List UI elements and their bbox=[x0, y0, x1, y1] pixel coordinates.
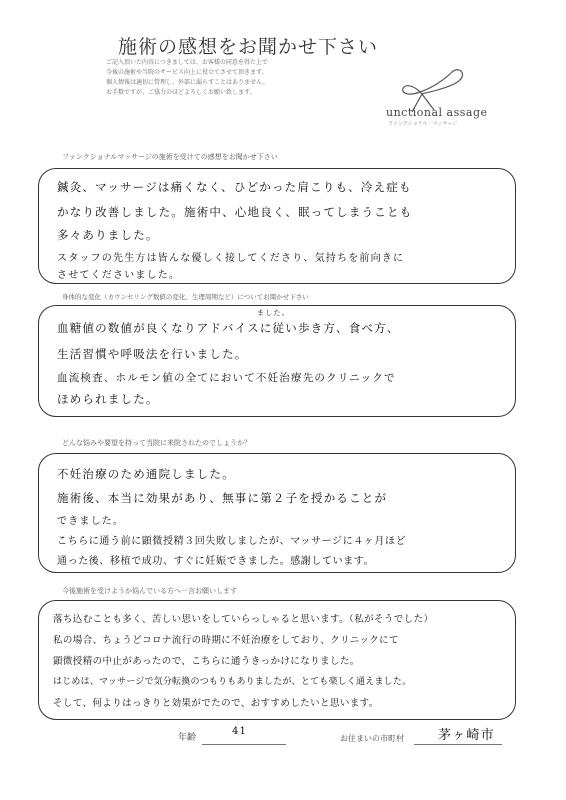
answer-line: こちらに通う前に顕微授精３回失敗しましたが、マッサージに４ヶ月ほど bbox=[57, 536, 407, 547]
intro-line: 個人情報は適切に管理し、外部に漏らすことはありません。 bbox=[106, 79, 269, 86]
answer-line: 多々ありました。 bbox=[57, 228, 159, 242]
address-underline bbox=[414, 744, 502, 745]
answer-line: させてくださいました。 bbox=[57, 270, 181, 281]
inserted-annotation: ました。 bbox=[257, 309, 290, 317]
answer-line: ほめられました。 bbox=[57, 392, 159, 406]
age-value: 41 bbox=[232, 726, 248, 737]
intro-line: お手数ですが、ご協力のほどよろしくお願い致します。 bbox=[106, 89, 256, 96]
intro-line: 今後の施術や当院のサービス向上に役立てさせて頂きます。 bbox=[106, 69, 268, 76]
question-label: ファンクショナルマッサージの施術を受けての感想をお聞かせ下さい bbox=[62, 153, 278, 161]
answer-line: はじめは、マッサージで気分転換のつもりもありましたが、とても楽しく通えました。 bbox=[53, 677, 412, 687]
intro-line: ご記入頂いた内容につきましては、お客様の同意を得た上で bbox=[106, 59, 268, 66]
answer-line: 顕微授精の中止があったので、こちらに通うきっかけになりました。 bbox=[53, 656, 360, 667]
answer-line: 通った後、移植で成功、すぐに妊娠できました。感謝しています。 bbox=[57, 556, 375, 567]
answer-box bbox=[38, 453, 516, 573]
answer-line: 落ち込むことも多く、苦しい思いをしていらっしゃると思います。（私がそうでした） bbox=[53, 614, 434, 625]
answer-line: 不妊治療のため通院しました。 bbox=[57, 467, 235, 481]
age-underline bbox=[202, 744, 286, 745]
question-label: 身体的な変化（カウンセリング数値の変化、生理周期など）についてお聞かせ下さい bbox=[62, 293, 309, 301]
answer-line: 鍼灸、マッサージは痛くなく、ひどかった肩こりも、冷え症も bbox=[57, 180, 412, 194]
answer-line: 私の場合、ちょうどコロナ流行の時期に不妊治療をしており、クリニックにて bbox=[53, 635, 399, 646]
address-value: 茅ヶ崎市 bbox=[438, 728, 495, 743]
brand-logo-text: unctional assage bbox=[386, 106, 488, 119]
answer-box bbox=[38, 600, 516, 720]
answer-box bbox=[38, 168, 516, 284]
answer-line: できました。 bbox=[57, 516, 125, 527]
answer-line: 血流検査、ホルモン値の全てにおいて不妊治療先のクリニックで bbox=[57, 372, 396, 384]
answer-line: 血糖値の数値が良くなりアドバイスに従い歩き方、食べ方、 bbox=[57, 321, 400, 335]
brand-logo-subtext: ファンクショナル・マッサージ bbox=[388, 121, 458, 127]
answer-line: スタッフの先生方は皆んな優しく接してくださり、気持ちを前向きに bbox=[57, 253, 405, 264]
question-label: 今後施術を受けようか悩んでいる方へ一言お願いします bbox=[62, 587, 237, 595]
answer-line: 生活習慣や呼吸法を行いました。 bbox=[57, 347, 248, 361]
answer-line: そして、何よりはっきりと効果がでたので、おすすめしたいと思います。 bbox=[53, 698, 379, 709]
question-label: どんな悩みや要望を持って当院に来院されたのでしょうか？ bbox=[62, 439, 251, 447]
age-label: 年齢 bbox=[178, 733, 197, 743]
answer-box bbox=[38, 305, 516, 417]
answer-line: 施術後、本当に効果があり、無事に第２子を授かることが bbox=[57, 491, 388, 505]
address-label: お住まいの市町村 bbox=[340, 734, 404, 743]
answer-line: かなり改善しました。施術中、心地良く、眠ってしまうことも bbox=[57, 205, 413, 219]
page-title: 施術の感想をお聞かせ下さい bbox=[118, 36, 379, 58]
